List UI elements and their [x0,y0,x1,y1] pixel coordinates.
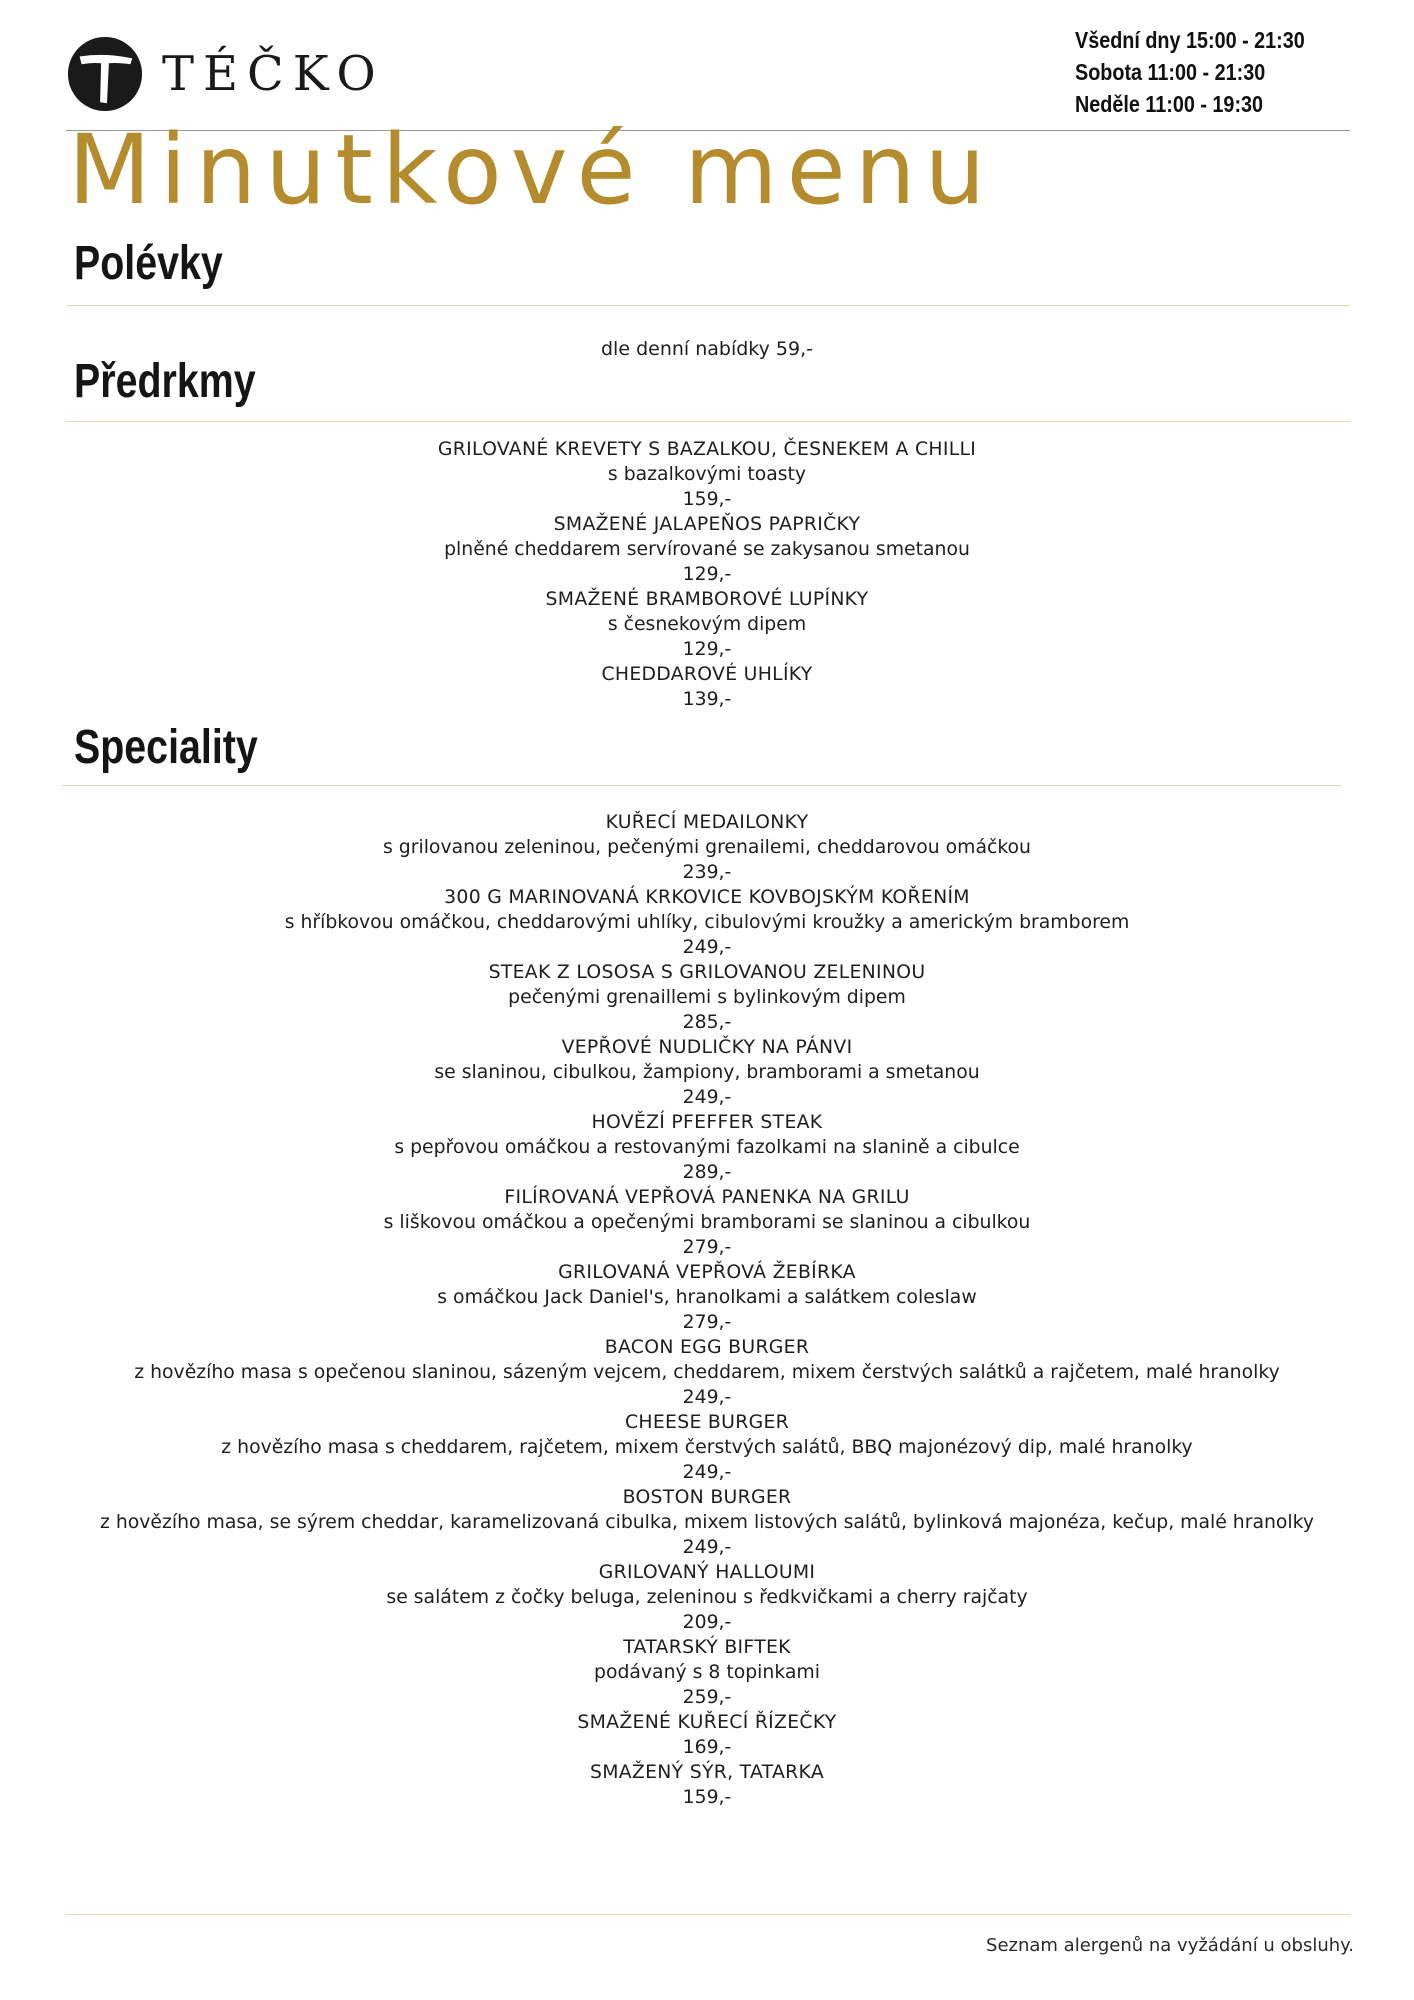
menu-item-description: plněné cheddarem servírované se zakysanou smetanou [444,538,970,560]
menu-item-name: SMAŽENÉ KUŘECÍ ŘÍZEČKY [577,1711,837,1733]
menu-item-name: SMAŽENÝ SÝR, TATARKA [589,1761,825,1783]
menu-item-price: 249,- [682,1086,732,1108]
menu-item-name: SMAŽENÉ BRAMBOROVÉ LUPÍNKY [545,588,869,610]
menu-item [0,1710,1414,1760]
menu-item-price: 209,- [682,1611,732,1633]
section-divider [62,785,1342,786]
menu-item-name: BOSTON BURGER [622,1486,792,1508]
section-heading-soups: Polévky [74,237,223,290]
menu-item [0,1410,1414,1485]
logo-t-mark-icon [66,35,144,113]
menu-item-description: s hříbkovou omáčkou, cheddarovými uhlíky, cibulovými kroužky a americkým bramborem [284,911,1130,933]
menu-item [0,1110,1414,1185]
menu-item [0,1635,1414,1710]
menu-item-name: VEPŘOVÉ NUDLIČKY NA PÁNVI [561,1036,853,1058]
menu-item [0,1760,1414,1810]
section-divider [66,421,1350,422]
starters-list [0,437,1414,712]
menu-item-description: z hovězího masa s cheddarem, rajčetem, mixem čerstvých salátů, BBQ majonézový dip, malé hranolky [221,1436,1193,1458]
menu-item-price: 129,- [682,638,732,660]
menu-item-name: GRILOVANÝ HALLOUMI [598,1561,816,1583]
menu-item-description: z hovězího masa, se sýrem cheddar, karamelizovaná cibulka, mixem listových salátů, bylinková majonéza, kečup, malé hranolky [99,1511,1315,1533]
menu-item-name: BACON EGG BURGER [604,1336,810,1358]
menu-item-description: s bazalkovými toasty [607,463,807,485]
menu-item-price: 169,- [682,1736,732,1758]
menu-item-name: FILÍROVANÁ VEPŘOVÁ PANENKA NA GRILU [504,1186,910,1208]
menu-item [0,960,1414,1035]
menu-item-price: 249,- [682,1536,732,1558]
menu-item [0,662,1414,712]
menu-item-description: se salátem z čočky beluga, zeleninou s ředkvičkami a cherry rajčaty [386,1586,1028,1608]
menu-item-price: 239,- [682,861,732,883]
menu-item-description: s pepřovou omáčkou a restovanými fazolkami na slanině a cibulce [394,1136,1020,1158]
menu-item [0,587,1414,662]
menu-item-name: CHEDDAROVÉ UHLÍKY [601,663,813,685]
section-divider [66,305,1350,306]
menu-item-description: s liškovou omáčkou a opečenými bramborami se slaninou a cibulkou [383,1211,1031,1233]
menu-item-name: KUŘECÍ MEDAILONKY [605,811,809,833]
section-heading-specials: Speciality [74,721,258,774]
menu-item-description: z hovězího masa s opečenou slaninou, sázeným vejcem, cheddarem, mixem čerstvých salátků a rajčetem, malé hranolky [134,1361,1280,1383]
menu-item-price: 159,- [682,1786,732,1808]
menu-item [0,1260,1414,1335]
menu-item-name: HOVĚZÍ PFEFFER STEAK [591,1111,823,1133]
menu-item [0,512,1414,587]
hours-saturday: Sobota 11:00 - 21:30 [1074,59,1266,85]
specials-list [0,810,1414,1810]
menu-item-price: 159,- [682,488,732,510]
menu-item [0,1335,1414,1410]
menu-item-description: pečenými grenaillemi s bylinkovým dipem [508,986,906,1008]
brand-logo [66,35,385,113]
page-title: Minutkové menu [68,114,995,226]
menu-item-description: s grilovanou zeleninou, pečenými grenailemi, cheddarovou omáčkou [383,836,1031,858]
soup-note: dle denní nabídky 59,- [601,338,813,360]
allergen-note: Seznam alergenů na vyžádání u obsluhy. [986,1935,1354,1956]
menu-item-price: 249,- [682,936,732,958]
menu-item-price: 259,- [682,1686,732,1708]
menu-item [0,1035,1414,1110]
menu-item [0,1185,1414,1260]
hours-weekdays: Všední dny 15:00 - 21:30 [1074,27,1305,53]
menu-item-price: 129,- [682,563,732,585]
footer-divider [66,1914,1350,1915]
menu-item-price: 289,- [682,1161,732,1183]
menu-item-name: CHEESE BURGER [624,1411,790,1433]
menu-item-price: 139,- [682,688,732,710]
menu-item-name: STEAK Z LOSOSA S GRILOVANOU ZELENINOU [488,961,926,983]
menu-item-price: 279,- [682,1311,732,1333]
menu-item-description: se slaninou, cibulkou, žampiony, bramborami a smetanou [434,1061,980,1083]
menu-item-price: 279,- [682,1236,732,1258]
menu-item-name: GRILOVANÁ VEPŘOVÁ ŽEBÍRKA [558,1261,856,1283]
menu-item-description: s česnekovým dipem [607,613,807,635]
menu-item-description: podávaný s 8 topinkami [594,1661,820,1683]
menu-item-name: 300 G MARINOVANÁ KRKOVICE KOVBOJSKÝM KOŘENÍM [444,886,970,908]
brand-name: TÉČKO [162,46,385,102]
menu-item [0,1560,1414,1635]
section-heading-starters: Předrkmy [74,355,256,408]
menu-item-price: 285,- [682,1011,732,1033]
menu-item-price: 249,- [682,1461,732,1483]
menu-item-description: s omáčkou Jack Daniel's, hranolkami a salátkem coleslaw [437,1286,977,1308]
menu-item-name: SMAŽENÉ JALAPEŇOS PAPRIČKY [553,513,861,535]
opening-hours [1075,24,1342,120]
menu-item [0,1485,1414,1560]
menu-item [0,437,1414,512]
menu-item-name: TATARSKÝ BIFTEK [623,1636,791,1658]
menu-item [0,885,1414,960]
menu-item [0,810,1414,885]
menu-item-price: 249,- [682,1386,732,1408]
hours-sunday: Neděle 11:00 - 19:30 [1074,91,1263,117]
menu-item-name: GRILOVANÉ KREVETY S BAZALKOU, ČESNEKEM A CHILLI [437,438,977,460]
